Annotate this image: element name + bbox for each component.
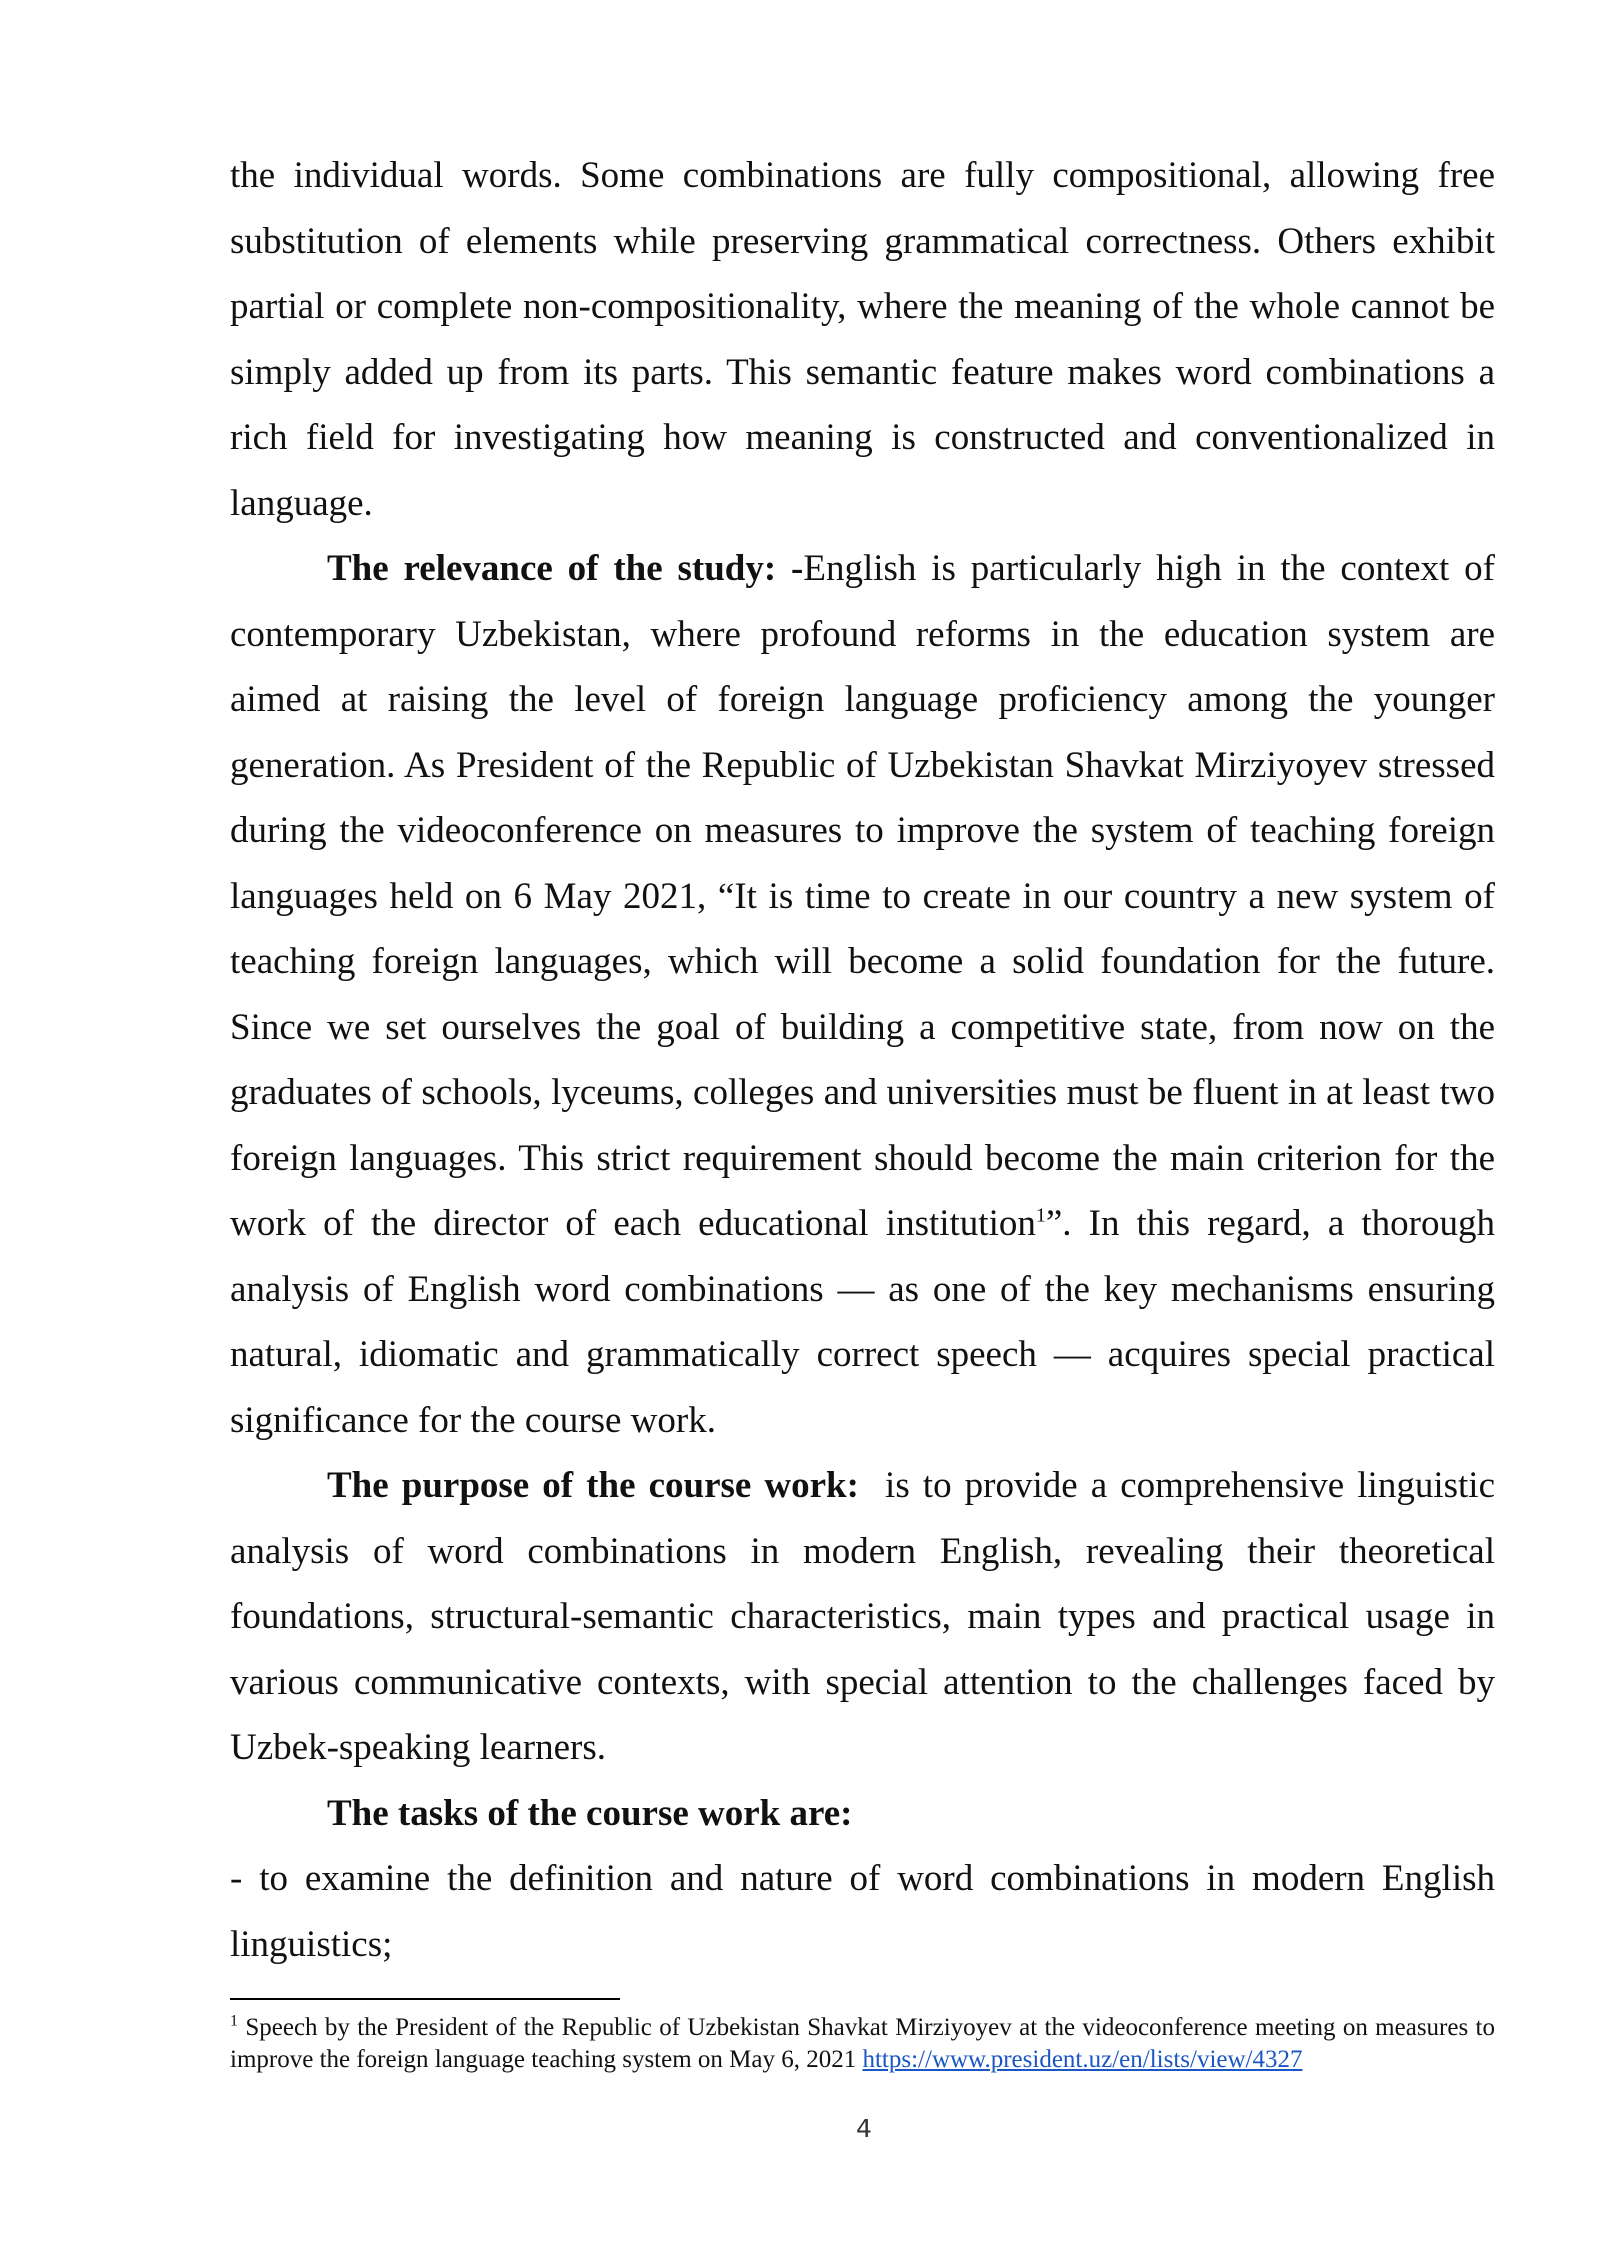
footnote-reference[interactable]: 1 <box>1035 1204 1046 1227</box>
paragraph-intro-continuation: the individual words. Some combinations are fully compositional, allowing free substitution of elements while preserving grammatical correctness. Others exhibit partial or complete non-compositionality, where the meaning of the whole cannot be simply added up from its parts. This semantic feature makes word combinations a rich field for investigating how meaning is constructed and conventionalized in language. <box>230 155 1495 524</box>
task-item: - to examine the definition and nature of word combinations in modern English linguistics; <box>230 1858 1495 1965</box>
footnote-separator <box>230 1998 620 2000</box>
body-text <box>230 143 1505 1977</box>
tasks-heading: The tasks of the course work are: <box>327 1792 853 1834</box>
purpose-heading: The purpose of the course work: <box>327 1465 859 1506</box>
relevance-heading: The relevance of the study: - <box>327 548 804 589</box>
purpose-text: is to provide a comprehensive linguistic analysis of word combinations in modern English, revealing their theoretical foundations, structural-semantic characteristics, main types and practical usage in various communicative contexts, with special attention to the challenges faced by Uzbek-speaking learners. <box>230 1465 1505 1768</box>
relevance-text-part1: English is particularly high in the context of contemporary Uzbekistan, where profound reforms in the education system are aimed at raising the level of foreign language proficiency among the younger generation. As President of the Republic of Uzbekistan Shavkat Mirziyoyev stressed during the videoconference on measures to improve the system of teaching foreign languages held on 6 May 2021, “It is time to create in our country a new system of teaching foreign languages, which will become a solid foundation for the future. Since we set ourselves the goal of building a competitive state, from now on the graduates of schools, lyceums, colleges and universities must be fluent in at least two foreign languages. This strict requirement should become the main criterion for the work of the director of each educational institution <box>230 548 1496 1244</box>
footnote-text: Speech by the President of the Republic of Uzbekistan Shavkat Mirziyoyev at the videoconference meeting on measures to improve the foreign language teaching system on May 6, 2021 <box>230 2014 1495 2073</box>
paragraph-relevance <box>230 536 1495 1453</box>
footnote-marker: 1 <box>230 2012 238 2030</box>
relevance-text-part2: ”. In this regard, a thorough analysis of English word combinations — as one of the key mechanisms ensuring natural, idiomatic and grammatically correct speech — acquires special practical significance for the course work. <box>230 1203 1495 1441</box>
page-number: 4 <box>856 2114 872 2143</box>
footnote-link[interactable]: https://www.president.uz/en/lists/view/4327 <box>862 2046 1303 2073</box>
paragraph-purpose <box>230 1453 1505 1781</box>
footnote <box>230 2012 1495 2076</box>
